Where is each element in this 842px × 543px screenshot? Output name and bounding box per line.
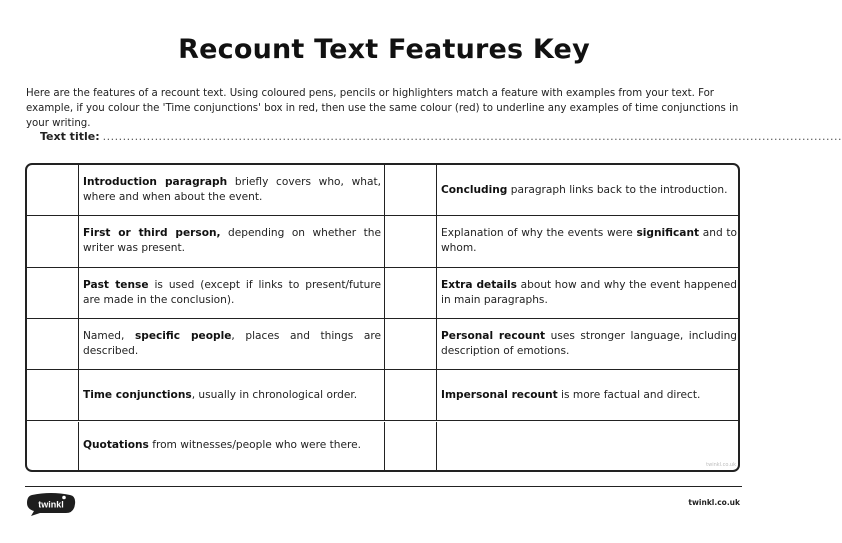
feature-description: is more factual and direct. bbox=[557, 388, 701, 401]
feature-keyword: Impersonal recount bbox=[441, 388, 558, 401]
colour-box[interactable] bbox=[27, 268, 79, 318]
feature-description: is used (except if links to present/future are made in the conclusion). bbox=[83, 278, 382, 306]
text-title-line bbox=[40, 130, 842, 143]
feature-description: , usually in chronological order. bbox=[191, 388, 358, 401]
instructions-text: Here are the features of a recount text. Using coloured pens, pencils or highlighters match a feature with examples from your text. For example, if you colour the 'Time conjunctions' box in red, then use the same colour (red) to underline any examples of time conjunctions in your writing. bbox=[26, 88, 739, 129]
feature-cell bbox=[79, 319, 385, 369]
feature-keyword: Time conjunctions bbox=[83, 388, 192, 401]
colour-box[interactable] bbox=[27, 165, 79, 215]
feature-text bbox=[441, 226, 737, 256]
feature-description: , places and things are described. bbox=[83, 330, 381, 358]
page-title: Recount Text Features Key bbox=[178, 34, 590, 65]
feature-description: paragraph links back to the introduction. bbox=[507, 183, 728, 196]
feature-cell bbox=[437, 268, 740, 318]
colour-box[interactable] bbox=[27, 422, 79, 471]
colour-box[interactable] bbox=[385, 370, 437, 420]
feature-description: from witnesses/people who were there. bbox=[148, 439, 361, 452]
colour-box[interactable] bbox=[385, 319, 437, 369]
feature-cell bbox=[437, 370, 740, 420]
colour-box[interactable] bbox=[27, 319, 79, 369]
feature-text bbox=[83, 226, 381, 256]
feature-cell bbox=[79, 268, 385, 318]
colour-box[interactable] bbox=[27, 216, 79, 266]
feature-keyword: specific people bbox=[134, 330, 232, 343]
feature-cell bbox=[437, 422, 740, 471]
table-row bbox=[27, 319, 738, 370]
feature-text bbox=[83, 329, 381, 359]
feature-keyword: Extra details bbox=[441, 278, 517, 291]
table-row bbox=[27, 422, 738, 471]
feature-text-pre: Named, bbox=[83, 330, 135, 343]
colour-box[interactable] bbox=[385, 165, 437, 215]
feature-text bbox=[83, 278, 381, 308]
colour-box[interactable] bbox=[27, 370, 79, 420]
table-row bbox=[27, 165, 738, 216]
feature-text bbox=[441, 278, 737, 308]
footer-website: twinkl.co.uk bbox=[688, 498, 740, 507]
feature-keyword: Past tense bbox=[83, 278, 149, 291]
feature-text bbox=[441, 183, 727, 198]
feature-keyword: Quotations bbox=[83, 439, 149, 452]
colour-box[interactable] bbox=[385, 216, 437, 266]
feature-text bbox=[441, 329, 737, 359]
text-title-dotted-field[interactable]: ......................................................................................................................................................................................... bbox=[102, 130, 842, 143]
feature-cell bbox=[437, 165, 740, 215]
text-title-label: Text title: bbox=[40, 130, 100, 143]
feature-description: about how and why the event happened in main paragraphs. bbox=[441, 278, 737, 306]
footer-divider bbox=[25, 486, 742, 487]
table-row bbox=[27, 216, 738, 267]
feature-cell bbox=[437, 216, 740, 266]
colour-box[interactable] bbox=[385, 268, 437, 318]
twinkl-logo-text: twinkl bbox=[38, 499, 64, 510]
feature-keyword: Concluding bbox=[441, 183, 508, 196]
feature-cell bbox=[79, 216, 385, 266]
table-row bbox=[27, 370, 738, 421]
feature-cell bbox=[79, 422, 385, 471]
features-table bbox=[25, 163, 740, 472]
table-row bbox=[27, 268, 738, 319]
feature-text bbox=[83, 175, 381, 205]
feature-keyword: Personal recount bbox=[441, 330, 546, 343]
feature-cell bbox=[79, 165, 385, 215]
feature-text bbox=[83, 388, 357, 403]
feature-keyword: significant bbox=[636, 227, 700, 240]
feature-description: briefly covers who, what, where and when about the event. bbox=[83, 176, 381, 204]
feature-text-pre: Explanation of why the events were bbox=[441, 227, 637, 240]
feature-text bbox=[441, 388, 700, 403]
copyright-mark: twinkl.co.uk bbox=[706, 462, 736, 468]
feature-description: uses stronger language, including description of emotions. bbox=[441, 330, 738, 358]
feature-cell bbox=[437, 319, 740, 369]
feature-description: depending on whether the writer was present. bbox=[83, 227, 382, 255]
feature-cell bbox=[79, 370, 385, 420]
feature-keyword: Introduction paragraph bbox=[83, 176, 228, 189]
colour-box[interactable] bbox=[385, 422, 437, 471]
feature-description: and to whom. bbox=[441, 227, 737, 255]
feature-text bbox=[83, 438, 361, 453]
twinkl-logo bbox=[26, 492, 76, 516]
feature-keyword: First or third person, bbox=[83, 227, 221, 240]
